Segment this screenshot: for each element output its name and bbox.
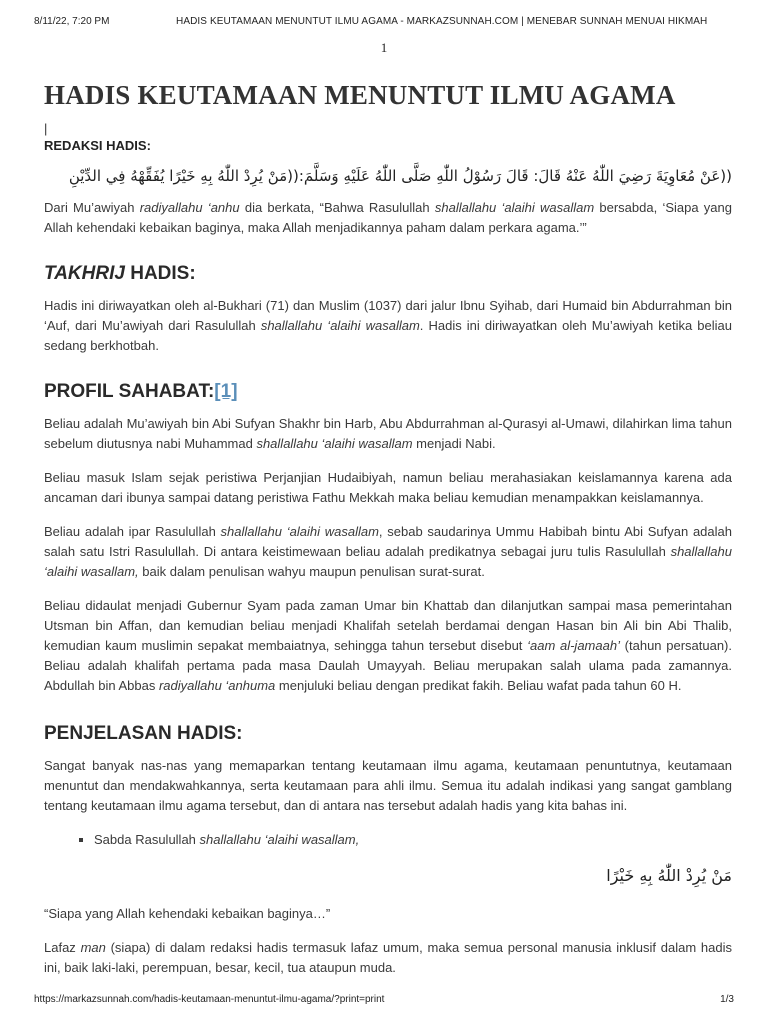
print-footer <box>0 994 768 1008</box>
footer-url: https://markazsunnah.com/hadis-keutamaan-menuntut-ilmu-agama/?print=print <box>34 994 385 1005</box>
penjelasan-heading: PENJELASAN HADIS: <box>44 723 243 744</box>
page-number-top: 1 <box>380 40 388 55</box>
footnote-link[interactable]: [1] <box>214 381 238 402</box>
penjelasan-paragraph-2: Lafaz man (siapa) di dalam redaksi hadis termasuk lafaz umum, maka semua personal manusia inklusif dalam hadis ini, baik laki-laki, perempuan, besar, kecil, tua ataupun muda. <box>44 940 733 975</box>
print-page-title: HADIS KEUTAMAAN MENUNTUT ILMU AGAMA - MARKAZSUNNAH.COM | MENEBAR SUNNAH MENUAI HIKMAH <box>176 16 708 27</box>
footer-page-count: 1/3 <box>720 994 734 1005</box>
pipe-separator: | <box>44 121 48 136</box>
profil-paragraph-1: Beliau adalah Mu’awiyah bin Abi Sufyan Shakhr bin Harb, Abu Abdurrahman al-Qurasyi al-Umawi, dilahirkan lima tahun sebelum diutusnya nabi Muhammad shallallahu ‘alaihi wasallam menjadi Nabi. <box>44 416 732 451</box>
hadith-translation: Dari Mu’awiyah radiyallahu ‘anhu dia berkata, “Bahwa Rasulullah shallallahu ‘alaihi wasallam bersabda, ‘Siapa yang Allah kehendaki kebaikan baginya, maka Allah menjadikannya paham dalam perkara agama.’” <box>44 200 732 235</box>
article-content <box>44 78 732 978</box>
profil-paragraph-3: Beliau adalah ipar Rasulullah shallallahu ‘alaihi wasallam, sebab saudarinya Ummu Habibah bintu Abi Sufyan adalah salah satu Istri Rasulullah. Di antara keistimewaan beliau adalah predikatnya sebagai juru tulis Rasulullah shallallahu ‘alaihi wasallam, baik dalam penulisan wahyu maupun penulisan surat-surat. <box>44 524 732 579</box>
print-datetime: 8/11/22, 7:20 PM <box>34 16 110 27</box>
print-header <box>0 16 768 30</box>
arabic-hadith-text: ((عَنْ مُعَاوِيَةَ رَضِيَ اللّٰهُ عَنْهُ قَالَ: قَالَ رَسُوْلُ اللّٰهِ صَلَّى اللّٰهُ عَلَيْهِ وَسَلَّمَ:((مَنْ يُرِدْ اللّٰهُ بِهِ خَيْرًا يُفَقِّهْهُ فِي الدِّيْنِ <box>68 167 732 185</box>
penjelasan-paragraph-1: Sangat banyak nas-nas yang memaparkan tentang keutamaan ilmu agama, keutamaan penuntutnya, keutamaan menuntut dan mendakwahkannya, serta keutamaan para ahli ilmu. Semua itu adalah indikasi yang sangat gamblang tentang keutamaan ilmu agama tersebut, dan di antara nas tersebut adalah hadis yang kita bahas ini. <box>44 758 732 813</box>
article-title: HADIS KEUTAMAAN MENUNTUT ILMU AGAMA <box>44 80 676 110</box>
translation-quote: “Siapa yang Allah kehendaki kebaikan baginya…” <box>44 906 331 921</box>
profil-heading: PROFIL SAHABAT:[1] <box>44 381 238 402</box>
profil-paragraph-4: Beliau didaulat menjadi Gubernur Syam pada zaman Umar bin Khattab dan dilanjutkan sampai masa pemerintahan Utsman bin Affan, dan kemudian beliau menjadi Khalifah setelah berdamai dengan Hasan bin Ali bin Abi Thalib, kemudian kaum muslimin sepakat membaiatnya, sehingga tahun tersebut disebut ‘aam al-jamaah’ (tahun persatuan). Beliau adalah khalifah pertama pada masa Daulah Umayyah. Beliau merupakan salah ulama pada zamannya. Abdullah bin Abbas radiyallahu ‘anhuma menjuluki beliau dengan predikat fakih. Beliau wafat pada tahun 60 H. <box>44 598 732 693</box>
arabic-excerpt: مَنْ يُرِدْ اللّٰهُ بِهِ خَيْرًا <box>606 866 732 885</box>
profil-paragraph-2: Beliau masuk Islam sejak peristiwa Perjanjian Hudaibiyah, namun beliau merahasiakan keislamannya karena ada ancaman dari ibunya sampai datang peristiwa Fathu Mekkah maka beliau kemudian menampakkan keislamannya. <box>44 470 732 505</box>
takhrij-paragraph: Hadis ini diriwayatkan oleh al-Bukhari (71) dan Muslim (1037) dari jalur Ibnu Syihab, dari Humaid bin Abdurrahman bin ‘Auf, dari Mu’awiyah dari Rasulullah shallallahu ‘alaihi wasallam. Hadis ini diriwayatkan oleh Mu’awiyah ketika beliau sedang berkhotbah. <box>44 298 732 353</box>
list-item: ▪ Sabda Rasulullah shallallahu ‘alaihi wasallam, <box>94 830 732 850</box>
bullet-list <box>44 830 732 850</box>
takhrij-heading: TAKHRIJ HADIS: <box>44 263 196 284</box>
redaksi-label: REDAKSI HADIS: <box>44 138 151 153</box>
